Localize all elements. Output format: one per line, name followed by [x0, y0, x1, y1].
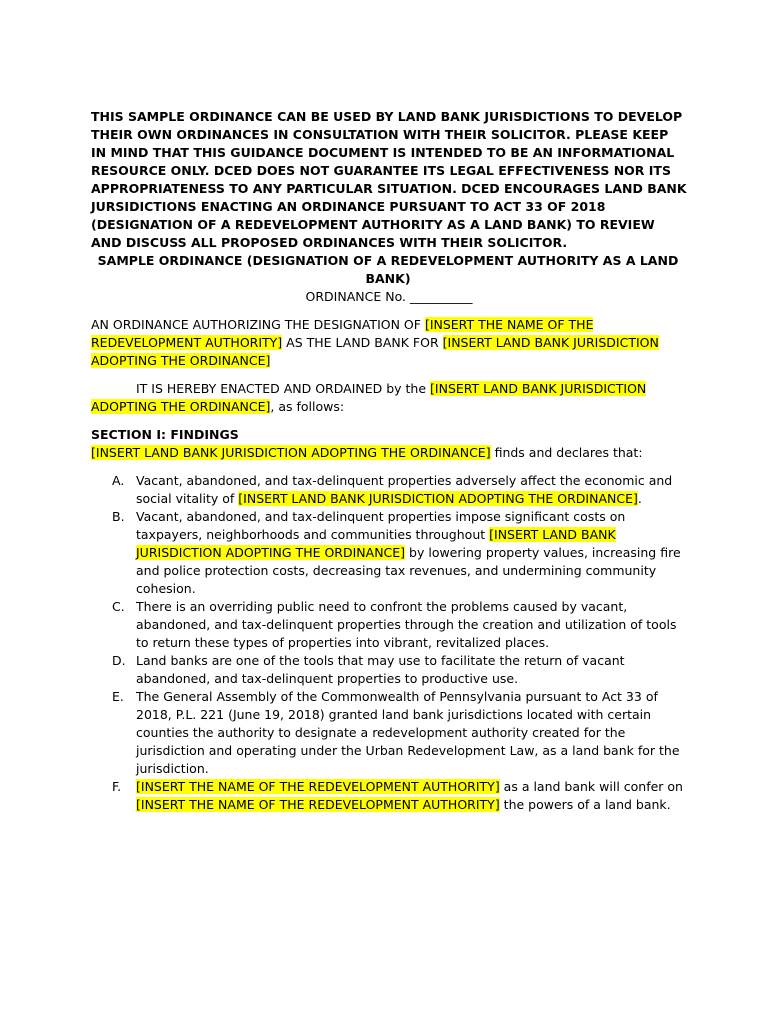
finding-item-a — [91, 472, 687, 508]
finding-item-d — [91, 652, 687, 688]
findings-lead-paragraph — [91, 444, 687, 462]
section-heading-findings: SECTION I: FINDINGS — [91, 427, 239, 442]
enacted-text-1: IT IS HEREBY ENACTED AND ORDAINED by the — [136, 381, 431, 396]
intro-placeholder-jurisdiction: [INSERT LAND BANK JURISDICTION ADOPTING THE ORDINANCE] — [91, 335, 659, 368]
finding-item-e — [91, 688, 687, 778]
finding-text: Land banks are one of the tools that may use to facilitate the return of vacant abandoned, and tax-delinquent properties to productive use. — [136, 653, 625, 686]
finding-marker: D. — [112, 653, 126, 668]
finding-text: The General Assembly of the Commonwealth of Pennsylvania pursuant to Act 33 of 2018, P.L. 221 (June 19, 2018) granted land bank jurisdictions located with certain counties the authority to designate a redevelopment authority created for the jurisdiction and operating under the Urban Redevelopment Law, as a land bank for the jurisdiction. — [136, 689, 680, 776]
finding-marker: A. — [112, 473, 125, 488]
findings-lead-text: finds and declares that: — [490, 445, 643, 460]
ordinance-title: SAMPLE ORDINANCE (DESIGNATION OF A REDEVELOPMENT AUTHORITY AS A LAND BANK) — [97, 253, 679, 286]
finding-marker: E. — [112, 689, 124, 704]
findings-placeholder-jurisdiction: [INSERT LAND BANK JURISDICTION ADOPTING THE ORDINANCE] — [91, 445, 491, 460]
finding-text: as a land bank will confer on — [499, 779, 683, 794]
intro-text-2: AS THE LAND BANK FOR — [282, 335, 443, 350]
intro-placeholder-redevelopment-authority: [INSERT THE NAME OF THE REDEVELOPMENT AUTHORITY] — [91, 317, 594, 350]
ordinance-number: ORDINANCE No. __________ — [305, 289, 473, 304]
finding-text: Vacant, abandoned, and tax-delinquent properties adversely affect the economic and social vitality of — [136, 473, 673, 506]
ordinance-intro-paragraph — [91, 316, 687, 370]
enacted-text-2: , as follows: — [270, 399, 345, 414]
finding-placeholder-redevelopment-authority: [INSERT THE NAME OF THE REDEVELOPMENT AUTHORITY] — [136, 779, 500, 794]
enacted-placeholder-jurisdiction: [INSERT LAND BANK JURISDICTION ADOPTING THE ORDINANCE] — [91, 381, 647, 414]
findings-list — [91, 472, 687, 814]
finding-marker: C. — [112, 599, 125, 614]
finding-marker: F. — [112, 779, 122, 794]
finding-text-end: . — [637, 491, 642, 506]
disclaimer-paragraph: THIS SAMPLE ORDINANCE CAN BE USED BY LAND BANK JURISDICTIONS TO DEVELOP THEIR OWN ORDINANCES IN CONSULTATION WITH THEIR SOLICITOR. PLEASE KEEP IN MIND THAT THIS GUIDANCE DOCUMENT IS INTENDED TO BE AN INFORMATIONAL RESOURCE ONLY. DCED DOES NOT GUARANTEE ITS LEGAL EFFECTIVENESS NOR ITS APPROPRIATENESS TO ANY PARTICULAR SITUATION. DCED ENCOURAGES LAND BANK JURSIDICTIONS ENACTING AN ORDINANCE PURSUANT TO ACT 33 OF 2018 (DESIGNATION OF A REDEVELOPMENT AUTHORITY AS A LAND BANK) TO REVIEW AND DISCUSS ALL PROPOSED ORDINANCES WITH THEIR SOLICITOR. — [91, 109, 687, 250]
finding-text-end: by lowering property values, increasing fire and police protection costs, decreasing tax revenues, and undermining community cohesion. — [136, 545, 681, 596]
finding-placeholder-redevelopment-authority-2: [INSERT THE NAME OF THE REDEVELOPMENT AUTHORITY] — [136, 797, 500, 812]
finding-marker: B. — [112, 509, 125, 524]
enacted-paragraph — [91, 380, 687, 416]
finding-placeholder-jurisdiction: [INSERT LAND BANK JURISDICTION ADOPTING THE ORDINANCE] — [238, 491, 638, 506]
finding-placeholder-jurisdiction: [INSERT LAND BANK JURISDICTION ADOPTING THE ORDINANCE] — [136, 527, 616, 560]
finding-text: Vacant, abandoned, and tax-delinquent properties impose significant costs on taxpayers, neighborhoods and communities throughout — [136, 509, 626, 542]
finding-item-b — [91, 508, 687, 598]
finding-item-f — [91, 778, 687, 814]
document-body — [91, 108, 687, 814]
finding-text: There is an overriding public need to confront the problems caused by vacant, abandoned, and tax-delinquent properties through the creation and utilization of tools to return these types of properties into vibrant, revitalized places. — [136, 599, 677, 650]
finding-item-c — [91, 598, 687, 652]
finding-text-end: the powers of a land bank. — [499, 797, 671, 812]
intro-text-1: AN ORDINANCE AUTHORIZING THE DESIGNATION OF — [91, 317, 425, 332]
